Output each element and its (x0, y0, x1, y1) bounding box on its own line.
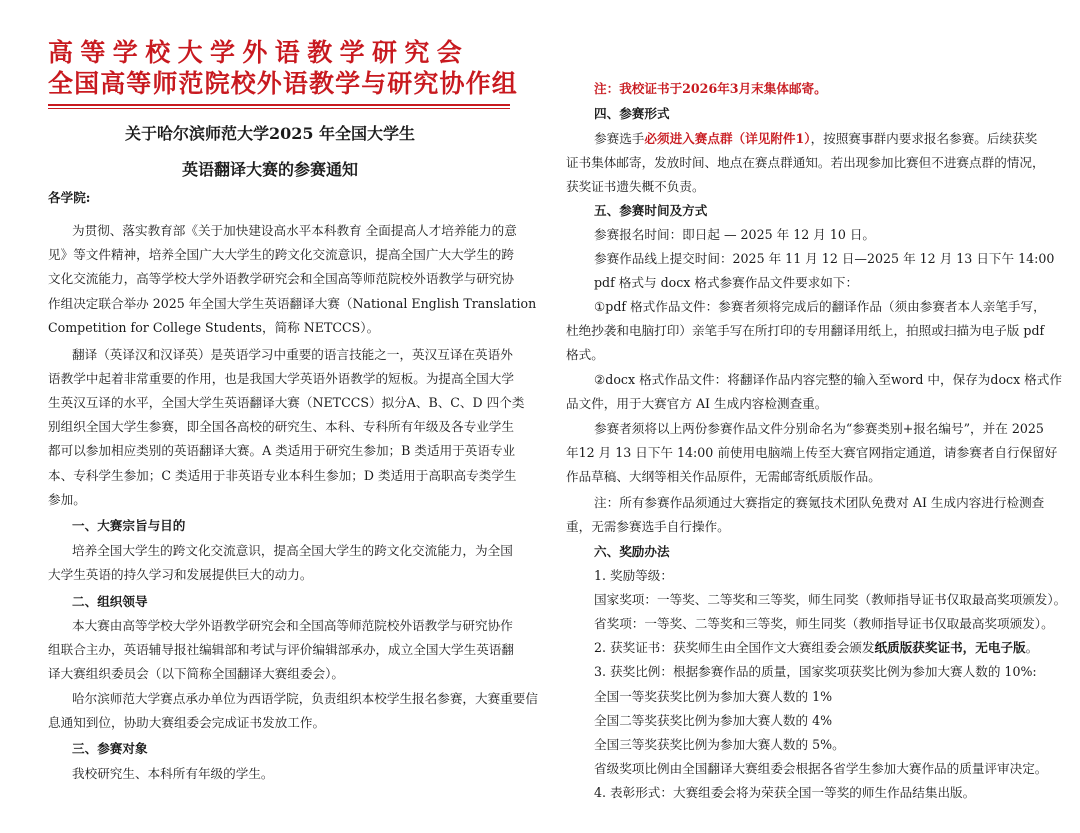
ai-note-line: 重，无需参赛选手自行操作。 (566, 519, 730, 534)
section3-line: 我校研究生、本科所有年级的学生。 (72, 766, 274, 781)
section1-line: 大学生英语的持久学习和发展提供巨大的动力。 (48, 567, 313, 582)
intro-p2-line: 都可以参加相应类别的英语翻译大赛。A 类适用于研究生参加；B 类适用于英语专业 (48, 443, 516, 458)
intro-p1-line: 作组决定联合举办 2025 年全国大学生英语翻译大赛（National English Translation (48, 296, 537, 311)
naming-line: 参赛者须将以上两份参赛作品文件分别命名为“参赛类别+报名编号”，并在 2025 (594, 421, 1044, 436)
intro-p2-line: 语教学中起着非常重要的作用，也是我国大学英语外语教学的短板。为提高全国大学 (48, 371, 514, 386)
award-levels: 1. 奖励等级： (594, 568, 673, 583)
second-prize-ratio: 全国二等奖获奖比例为参加大赛人数的 4% (594, 713, 833, 728)
section2-line: 本大赛由高等学校大学外语教学研究会和全国高等师范院校外语教学与研究协作 (72, 618, 513, 633)
award-ratio: 3. 获奖比例：根据参赛作品的质量，国家奖项获奖比例为参加大赛人数的 10%: (594, 664, 1037, 679)
header-rule-thick (48, 104, 510, 106)
naming-line: 作品草稿、大纲等相关作品原件，无需邮寄纸质版作品。 (566, 469, 881, 484)
section4-line: 证书集体邮寄，发放时间、地点在赛点群通知。若出现参加比赛但不进赛点群的情况， (566, 155, 1045, 170)
section-heading-format: 四、参赛形式 (594, 106, 670, 121)
section4-text: 参赛选手 (594, 131, 645, 146)
section4-line: 获奖证书遗失概不负责。 (566, 179, 705, 194)
pdf-requirement-line: 杜绝抄袭和电脑打印）亲笔手写在所打印的专用翻译用纸上，拍照或扫描为电子版 pdf (566, 323, 1045, 338)
third-prize-ratio: 全国三等奖获奖比例为参加大赛人数的 5%。 (594, 737, 845, 752)
intro-p2-line: 翻译（英译汉和汉译英）是英语学习中重要的语言技能之一，英汉互译在英语外 (72, 347, 513, 362)
format-intro: pdf 格式与 docx 格式参赛作品文件要求如下： (594, 275, 859, 290)
section2-line: 哈尔滨师范大学赛点承办单位为西语学院，负责组织本校学生报名参赛，大赛重要信 (72, 691, 538, 706)
section1-line: 培养全国大学生的跨文化交流意识，提高全国大学生的跨文化交流能力，为全国 (72, 543, 513, 558)
section-heading-organization: 二、组织领导 (72, 594, 148, 609)
naming-line: 年12 月 13 日下午 14:00 前使用电脑端上传至大赛官网指定通道，请参赛者自行保留好 (566, 445, 1058, 460)
intro-p2-line: 生英汉互译的水平，全国大学生英语翻译大赛（NETCCS）拟分A、B、C、D 四个类 (48, 395, 525, 410)
org-name-line1: 高等学校大学外语教学研究会 (48, 38, 470, 67)
submission-time: 参赛作品线上提交时间：2025 年 11 月 12 日—2025 年 12 月 13 日下午 14:00 (594, 251, 1055, 266)
first-prize-ratio: 全国一等奖获奖比例为参加大赛人数的 1% (594, 689, 833, 704)
intro-p1-line: Competition for College Students，简称 NETCCS）。 (48, 320, 380, 335)
certificate-line (594, 639, 1038, 657)
pdf-requirement-line: ①pdf 格式作品文件：参赛者须将完成后的翻译作品（须由参赛者本人亲笔手写， (594, 299, 1046, 314)
certificate-mailing-notice: 注：我校证书于2026年3月末集体邮寄。 (594, 81, 827, 96)
intro-p2-line: 本、专科学生参加；C 类适用于非英语专业本科生参加；D 类适用于高职高专类学生 (48, 468, 517, 483)
certificate-text: 2. 获奖证书：获奖师生由全国作文大赛组委会颁发 (594, 640, 875, 655)
docx-requirement-line: 品文件，用于大赛官方 AI 生成内容检测查重。 (566, 396, 828, 411)
join-group-requirement: 必须进入赛点群（详见附件1） (644, 131, 811, 146)
section-heading-awards: 六、奖励办法 (594, 544, 670, 559)
section2-line: 组联合主办，英语辅导报社编辑部和考试与评价编辑部承办，成立全国大学生英语翻 (48, 642, 514, 657)
pdf-requirement-line: 格式。 (566, 347, 604, 362)
section-heading-schedule: 五、参赛时间及方式 (594, 203, 708, 218)
registration-time: 参赛报名时间：即日起 — 2025 年 12 月 10 日。 (594, 227, 876, 242)
doc-title-line2: 英语翻译大赛的参赛通知 (181, 160, 358, 179)
intro-p1-line: 文化交流能力，高等学校大学外语教学研究会和全国高等师范院校外语教学与研究协 (48, 271, 514, 286)
national-awards: 国家奖项：一等奖、二等奖和三等奖，师生同奖（教师指导证书仅取最高奖项颁发）。 (594, 592, 1067, 607)
intro-p1-line: 见》等文件精神，培养全国广大大学生的跨文化交流意识，提高全国广大大学生的跨 (48, 247, 514, 262)
intro-p2-line: 别组织全国大学生参赛，即全国各高校的研究生、本科、专科所有年级及各专业学生 (48, 419, 514, 434)
header-rule-thin (48, 108, 510, 109)
salutation: 各学院: (48, 190, 91, 205)
provincial-awards: 省奖项：一等奖、二等奖和三等奖，师生同奖（教师指导证书仅取最高奖项颁发）。 (594, 616, 1054, 631)
intro-p1-line: 为贯彻、落实教育部《关于加快建设高水平本科教育 全面提高人才培养能力的意 (72, 223, 517, 238)
paper-certificate-emphasis: 纸质版获奖证书，无电子版 (874, 640, 1026, 655)
org-name-line2: 全国高等师范院校外语教学与研究协作组 (48, 69, 518, 98)
section2-line: 译大赛组织委员会（以下简称全国翻译大赛组委会）。 (48, 666, 344, 681)
section-heading-participants: 三、参赛对象 (72, 741, 148, 756)
intro-p2-line: 参加。 (48, 492, 86, 507)
section4-line (594, 130, 1040, 148)
provincial-ratio: 省级奖项比例由全国翻译大赛组委会根据各省学生参加大赛作品的质量评审决定。 (594, 761, 1048, 776)
section4-text: ，按照赛事群内要求报名参赛。后续获奖 (810, 131, 1038, 146)
certificate-text-end: 。 (1025, 640, 1039, 655)
section-heading-purpose: 一、大赛宗旨与目的 (72, 518, 186, 533)
recognition-form: 4. 表彰形式：大赛组委会将为荣获全国一等奖的师生作品结集出版。 (594, 785, 976, 800)
docx-requirement-line: ②docx 格式作品文件：将翻译作品内容完整的输入至word 中，保存为docx 格式作 (594, 372, 1062, 387)
doc-title-line1: 关于哈尔滨师范大学2025 年全国大学生 (124, 124, 416, 143)
section2-line: 息通知到位，协助大赛组委会完成证书发放工作。 (48, 715, 326, 730)
ai-note-line: 注：所有参赛作品须通过大赛指定的赛氪技术团队免费对 AI 生成内容进行检测查 (594, 495, 1045, 510)
